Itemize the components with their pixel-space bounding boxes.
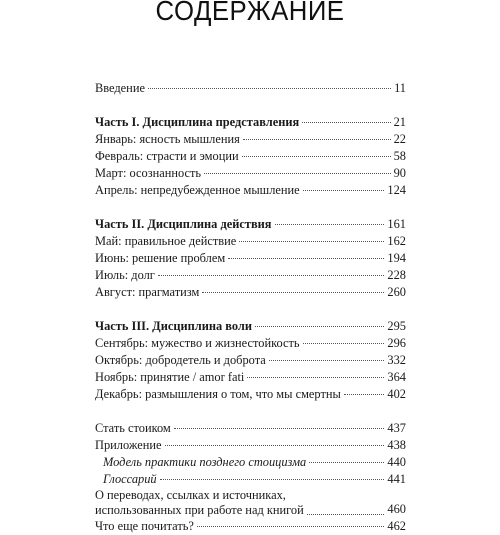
toc-entry[interactable] [95, 267, 406, 284]
toc-entry-title: Что еще почитать? [95, 519, 194, 533]
toc-entry[interactable] [95, 182, 406, 199]
toc-page-number: 437 [387, 421, 406, 435]
dot-leader [303, 190, 385, 191]
dot-leader [309, 462, 384, 463]
dot-leader [275, 224, 385, 225]
toc-entry[interactable] [95, 454, 406, 471]
toc-entry-title: Модель практики позднего стоицизма [103, 455, 307, 469]
toc-page-number: 11 [394, 81, 406, 95]
page-title: СОДЕРЖАНИЕ [155, 0, 345, 26]
toc-page-number: 332 [387, 353, 406, 367]
toc-page-number: 21 [393, 115, 406, 129]
toc-page-number: 228 [387, 268, 406, 282]
toc-page-number: 162 [387, 234, 406, 248]
toc-entry-title: Стать стоиком [95, 421, 171, 435]
dot-leader [243, 139, 391, 140]
toc-entry-title-line: О переводах, ссылках и источниках, [95, 488, 286, 502]
dot-leader [344, 394, 385, 395]
toc-entry[interactable] [95, 148, 406, 165]
toc-entry-title: Апрель: непредубежденное мышление [95, 183, 300, 197]
toc-page-number: 58 [393, 149, 406, 163]
toc-page-number: 440 [387, 455, 406, 469]
section-gap [95, 301, 406, 318]
toc-entry-title: Приложение [95, 438, 162, 452]
toc-entry-title: Сентябрь: мужество и жизнестойкость [95, 336, 300, 350]
toc-page-number: 438 [387, 438, 406, 452]
table-of-contents [95, 80, 406, 535]
toc-entry-title: Декабрь: размышления о том, что мы смертны [95, 387, 341, 401]
dot-leader [197, 526, 384, 527]
dot-leader [165, 445, 385, 446]
toc-entry-title: Часть III. Дисциплина воли [95, 319, 253, 333]
dot-leader [228, 258, 384, 259]
toc-entry-title: Ноябрь: принятие / amor fati [95, 370, 245, 384]
dot-leader [255, 326, 384, 327]
toc-entry[interactable] [95, 284, 406, 301]
dot-leader [239, 241, 384, 242]
toc-entry[interactable] [95, 471, 406, 488]
section-gap [95, 403, 406, 420]
toc-page-number: 460 [387, 502, 406, 516]
toc-entry[interactable] [95, 437, 406, 454]
toc-page-number: 194 [387, 251, 406, 265]
toc-entry-title: Октябрь: добродетель и доброта [95, 353, 266, 367]
toc-entry-title: Февраль: страсти и эмоции [95, 149, 239, 163]
toc-entry[interactable] [95, 165, 406, 182]
toc-entry-title: Июль: долг [95, 268, 155, 282]
dot-leader [247, 377, 384, 378]
toc-entry[interactable] [95, 369, 406, 386]
dot-leader [269, 360, 385, 361]
toc-entry-title [95, 488, 304, 518]
toc-entry[interactable] [95, 80, 406, 97]
toc-page-number: 260 [387, 285, 406, 299]
toc-page-number: 364 [387, 370, 406, 384]
toc-entry-title-line: использованных при работе над книгой [95, 503, 304, 517]
toc-entry[interactable] [95, 233, 406, 250]
toc-entry-title: Март: осознанность [95, 166, 202, 180]
toc-page-number: 295 [387, 319, 406, 333]
toc-page-number: 124 [387, 183, 406, 197]
dot-leader [174, 428, 385, 429]
toc-page-number: 462 [387, 519, 406, 533]
dot-leader [158, 275, 385, 276]
toc-entry[interactable] [95, 420, 406, 437]
toc-entry-title: Часть I. Дисциплина представления [95, 115, 300, 129]
toc-entry[interactable] [95, 335, 406, 352]
toc-entry[interactable] [95, 131, 406, 148]
toc-entry-title: Введение [95, 81, 145, 95]
toc-entry-title: Глоссарий [103, 472, 157, 486]
toc-entry[interactable] [95, 250, 406, 267]
dot-leader [302, 122, 390, 123]
section-gap [95, 199, 406, 216]
toc-entry-title: Январь: ясность мышления [95, 132, 240, 146]
section-gap [95, 97, 406, 114]
dot-leader [204, 173, 391, 174]
toc-page-number: 296 [387, 336, 406, 350]
toc-page-number: 402 [387, 387, 406, 401]
toc-page-number: 161 [387, 217, 406, 231]
toc-part-heading[interactable] [95, 216, 406, 233]
dot-leader [242, 156, 391, 157]
toc-part-heading[interactable] [95, 318, 406, 335]
toc-entry[interactable] [95, 352, 406, 369]
toc-entry-title: Август: прагматизм [95, 285, 200, 299]
toc-entry[interactable] [95, 488, 406, 518]
dot-leader [307, 514, 385, 515]
toc-page-number: 90 [393, 166, 406, 180]
toc-entry-title: Июнь: решение проблем [95, 251, 226, 265]
dot-leader [148, 88, 391, 89]
toc-page-number: 22 [393, 132, 406, 146]
toc-entry-title: Май: правильное действие [95, 234, 237, 248]
toc-entry[interactable] [95, 386, 406, 403]
dot-leader [160, 479, 385, 480]
dot-leader [202, 292, 384, 293]
toc-entry-title: Часть II. Дисциплина действия [95, 217, 272, 231]
toc-page-number: 441 [387, 472, 406, 486]
dot-leader [303, 343, 385, 344]
toc-part-heading[interactable] [95, 114, 406, 131]
toc-entry[interactable] [95, 518, 406, 535]
